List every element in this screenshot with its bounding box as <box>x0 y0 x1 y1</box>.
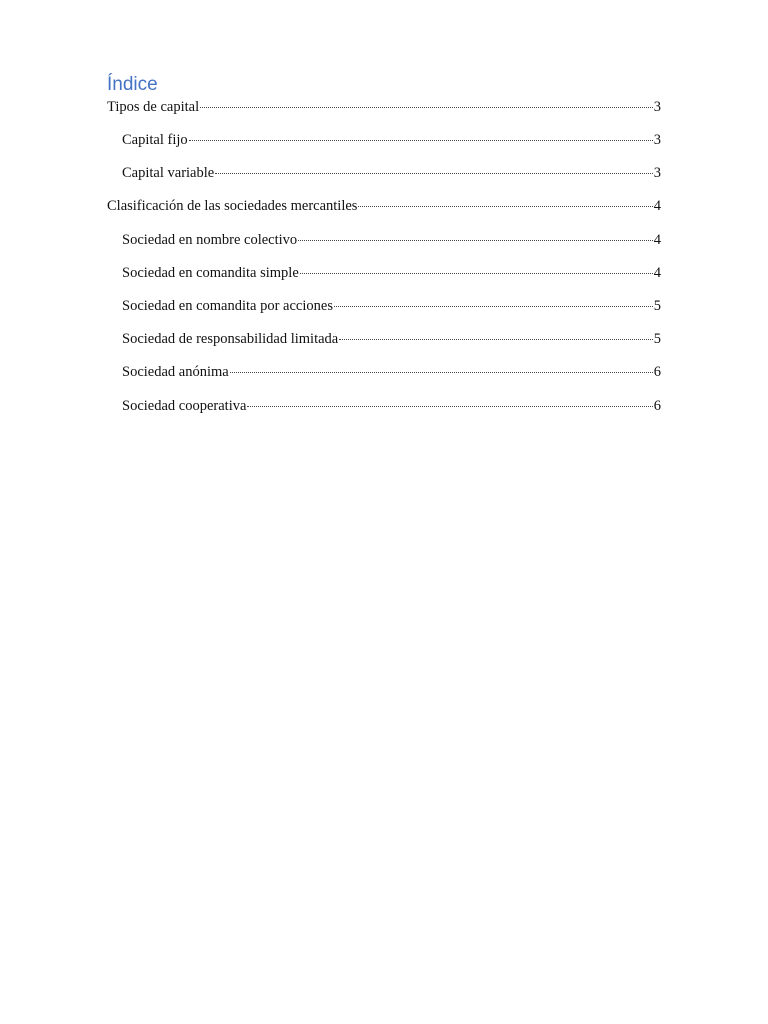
table-of-contents <box>107 72 661 431</box>
toc-page-number: 6 <box>653 397 661 414</box>
toc-page-number: 5 <box>653 297 661 314</box>
toc-entry-text: Sociedad cooperativa <box>122 397 247 414</box>
toc-dot-leader <box>334 306 653 307</box>
toc-entry-sociedad-cooperativa[interactable] <box>107 398 661 431</box>
toc-page-number: 4 <box>653 231 661 248</box>
toc-dot-leader <box>298 240 653 241</box>
toc-entry-text: Sociedad anónima <box>122 364 229 381</box>
toc-entry-clasificacion-sociedades[interactable] <box>107 198 661 231</box>
toc-page-number: 6 <box>653 364 661 381</box>
toc-dot-leader <box>358 206 652 207</box>
toc-page-number: 5 <box>653 331 661 348</box>
toc-entry-comandita-acciones[interactable] <box>107 298 661 331</box>
toc-dot-leader <box>200 107 653 108</box>
toc-entry-text: Capital fijo <box>122 132 188 148</box>
toc-dot-leader <box>189 140 653 141</box>
toc-entry-nombre-colectivo[interactable] <box>107 232 661 265</box>
toc-page-number: 3 <box>653 99 661 115</box>
toc-entry-text: Clasificación de las sociedades mercantiles <box>107 198 358 215</box>
toc-entry-text: Sociedad en nombre colectivo <box>122 231 298 248</box>
toc-dot-leader <box>247 406 652 407</box>
toc-list <box>107 99 661 431</box>
toc-entry-text: Capital variable <box>122 165 215 182</box>
toc-entry-responsabilidad-limitada[interactable] <box>107 331 661 364</box>
toc-entry-capital-fijo[interactable] <box>107 132 661 165</box>
toc-entry-text: Sociedad de responsabilidad limitada <box>122 331 339 348</box>
toc-entry-capital-variable[interactable] <box>107 165 661 198</box>
toc-entry-sociedad-anonima[interactable] <box>107 364 661 397</box>
toc-page-number: 4 <box>653 264 661 281</box>
toc-dot-leader <box>215 173 653 174</box>
toc-entry-tipos-de-capital[interactable] <box>107 99 661 132</box>
toc-entry-text: Tipos de capital <box>107 99 200 115</box>
toc-dot-leader <box>300 273 653 274</box>
toc-entry-text: Sociedad en comandita simple <box>122 264 299 281</box>
toc-dot-leader <box>230 372 653 373</box>
toc-page-number: 4 <box>653 198 661 215</box>
toc-dot-leader <box>339 339 653 340</box>
toc-entry-text: Sociedad en comandita por acciones <box>122 297 333 314</box>
toc-title: Índice <box>107 74 158 95</box>
toc-page-number: 3 <box>653 132 661 148</box>
toc-entry-comandita-simple[interactable] <box>107 265 661 298</box>
toc-page-number: 3 <box>653 165 661 182</box>
